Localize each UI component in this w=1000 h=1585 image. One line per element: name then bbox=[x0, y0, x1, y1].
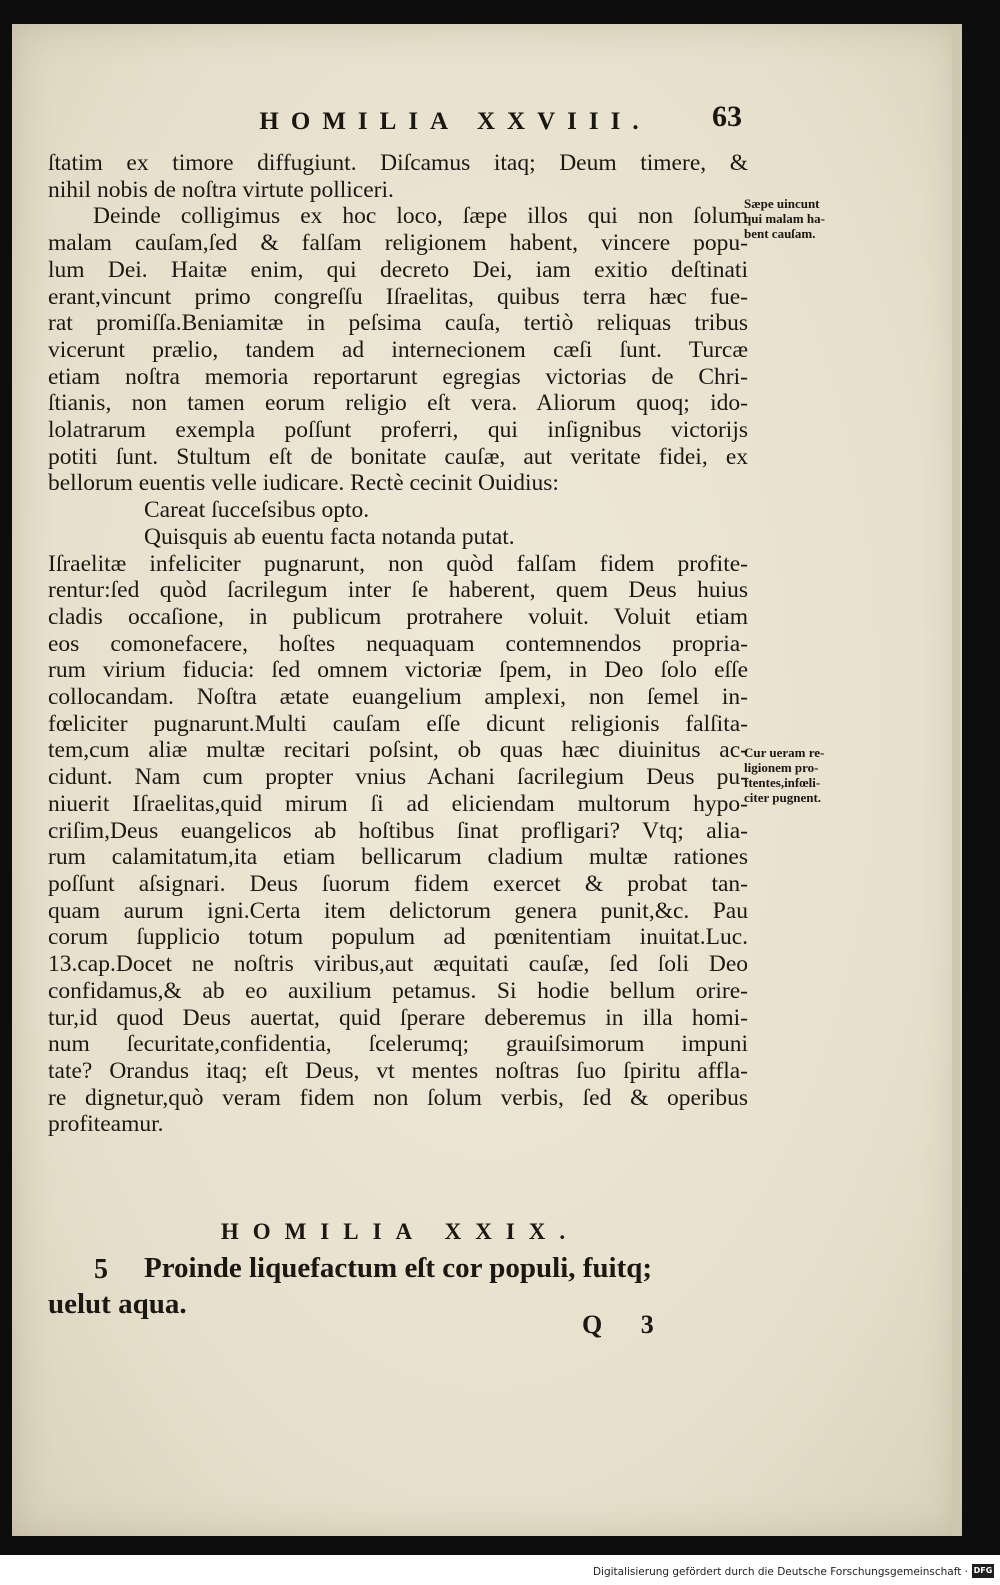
text-line: 13.cap.Docet ne noſtris viribus,aut æquitati cauſæ, ſed ſoli Deo bbox=[48, 951, 748, 978]
text-line: cladis occaſione, in publicum protrahere voluit. Voluit etiam bbox=[48, 603, 748, 630]
text-line: potiti ſunt. Stultum eſt de bonitate cauſæ, aut veritate fidei, ex bbox=[48, 443, 748, 470]
text-line: quam aurum igni.Certa item delictorum genera punit,&c. Pau bbox=[48, 897, 748, 924]
text-line: rum virium fiducia: ſed omnem victoriæ ſpem, in Deo ſolo eſſe bbox=[48, 657, 748, 684]
text-line: cidunt. Nam cum propter vnius Achani ſacrilegium Deus pu- bbox=[48, 764, 748, 791]
text-line: tur,id quod Deus auertat, quid ſperare deberemus in illa homi- bbox=[48, 1004, 748, 1031]
marginal-line: citer pugnent. bbox=[744, 790, 822, 805]
marginal-line: ligionem pro- bbox=[744, 760, 819, 775]
marginal-line: qui malam ha- bbox=[744, 211, 825, 226]
text-line: eos comonefacere, hoſtes nequaquam contemnendos propria- bbox=[48, 630, 748, 657]
text-line: rat promiſſa.Beniamitæ in peſsima cauſa, tertiò reliquas tribus bbox=[48, 310, 748, 337]
verse-number: 5 bbox=[94, 1254, 108, 1285]
running-head: HOMILIA XXVIII. bbox=[259, 108, 651, 135]
text-line: rum calamitatum,ita etiam bellicarum cladium multæ rationes bbox=[48, 844, 748, 871]
text-line: criſim,Deus euangelicos ab hoſtibus ſinat profligari? Vtq; alia- bbox=[48, 817, 748, 844]
marginal-line: ftentes,infœli- bbox=[744, 775, 821, 790]
text-line: confidamus,& ab eo auxilium petamus. Si hodie bellum orire- bbox=[48, 977, 748, 1004]
marginal-line: Cur ueram re- bbox=[744, 745, 825, 760]
signature-mark: Q 3 bbox=[582, 1310, 670, 1339]
page-number: 63 bbox=[712, 100, 742, 133]
text-line: erant,vincunt primo congreſſu Iſraelitas, quibus terra hæc fue- bbox=[48, 283, 748, 310]
text-line: poſſunt aſsignari. Deus ſuorum fidem exercet & probat tan- bbox=[48, 870, 748, 897]
text-line: ſtianis, non tamen eorum religio eſt vera. Aliorum quoq; ido- bbox=[48, 390, 748, 417]
verse-line: uelut aqua. bbox=[48, 1288, 187, 1320]
text-line: tate? Orandus itaq; eſt Deus, vt mentes noſtras ſuo ſpiritu affla- bbox=[48, 1057, 748, 1084]
funding-credit: Digitalisierung gefördert durch die Deutsche Forschungsgemeinschaft · bbox=[592, 1566, 968, 1578]
text-line: rentur:ſed quòd ſacrilegum inter ſe haberent, quem Deus huius bbox=[48, 577, 748, 604]
verse-line: Proinde liquefactum eſt cor populi, fuitq; bbox=[144, 1252, 653, 1284]
text-line: collocandam. Noſtra ætate euangelium amplexi, non ſemel in- bbox=[48, 684, 748, 711]
marginal-note-victory bbox=[744, 196, 874, 241]
text-line: Iſraelitæ infeliciter pugnarunt, non quòd falſam fidem profite- bbox=[48, 550, 748, 577]
text-line: nihil nobis de noſtra virtute polliceri. bbox=[48, 176, 394, 203]
text-line: bellorum euentis velle iudicare. Rectè cecinit Ouidius: bbox=[48, 470, 559, 497]
text-line: vicerunt prælio, tandem ad internecionem cæſi ſunt. Turcæ bbox=[48, 336, 748, 363]
text-line: tem,cum aliæ multæ recitari poſsint, ob quas hæc diuinitus ac- bbox=[48, 737, 748, 764]
dfg-logo-icon: DFG bbox=[972, 1564, 994, 1578]
marginal-note-defeat bbox=[744, 745, 874, 805]
main-text-block bbox=[48, 150, 748, 1138]
text-line: lolatrarum exempla poſſunt proferri, qui inſignibus victorijs bbox=[48, 417, 748, 444]
marginal-line: Sæpe uincunt bbox=[744, 196, 820, 211]
section-heading: HOMILIA XXIX. bbox=[220, 1219, 580, 1244]
text-line: lum Dei. Haitæ enim, qui decreto Dei, iam exitio deſtinati bbox=[48, 256, 748, 283]
text-line: niuerit Iſraelitas,quid mirum ſi ad eliciendam multorum hypo- bbox=[48, 790, 748, 817]
text-line: re dignetur,quò veram fidem non ſolum verbis, ſed & operibus bbox=[48, 1084, 748, 1111]
text-line: ſtatim ex timore diffugiunt. Diſcamus itaq; Deum timere, & bbox=[48, 150, 748, 176]
text-line: corum ſupplicio totum populum ad pœnitentiam inuitat.Luc. bbox=[48, 924, 748, 951]
text-line: malam cauſam,ſed & falſam religionem habent, vincere popu- bbox=[48, 230, 748, 257]
text-line: etiam noſtra memoria reportarunt egregias victorias de Chri- bbox=[48, 363, 748, 390]
poem-line: Quisquis ab euentu facta notanda putat. bbox=[144, 523, 515, 550]
text-line: fœliciter pugnarunt.Multi cauſam eſſe dicunt religionis falſita- bbox=[48, 710, 748, 737]
text-line: num ſecuritate,confidentia, ſcelerumq; grauiſsimorum impuni bbox=[48, 1031, 748, 1058]
text-line: profiteamur. bbox=[48, 1111, 164, 1138]
text-line: Deinde colligimus ex hoc loco, ſæpe illos qui non ſolum bbox=[93, 203, 748, 230]
poem-line: Careat ſucceſsibus opto. bbox=[144, 497, 370, 524]
marginal-line: bent cauſam. bbox=[744, 226, 816, 241]
page-edge bbox=[952, 24, 960, 1536]
